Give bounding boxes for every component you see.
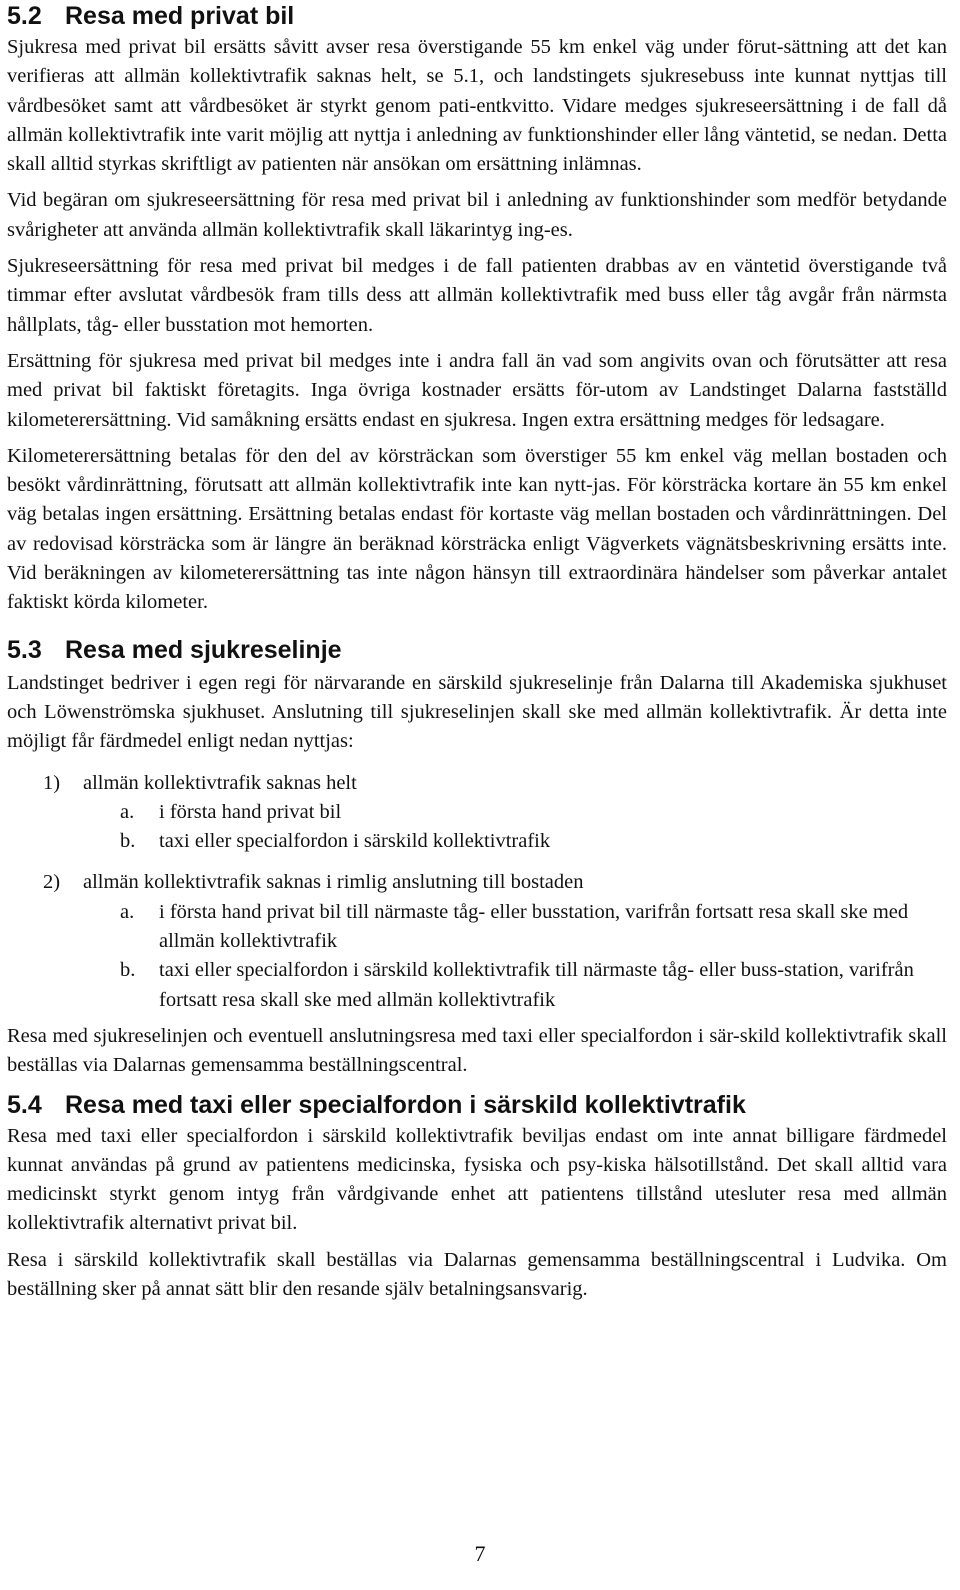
paragraph: Ersättning för sjukresa med privat bil medges inte i andra fall än vad som angivits ovan och förutsätter att resa med privat bil faktiskt företagits. Inga övriga kostnader ersätts för-utom av Landstinget Dalarna fastställd kilometerersättning. Vid samåkning ersätts endast en sjukresa. Ingen extra ersättning medges för ledsagare. — [7, 349, 947, 431]
ordered-list — [7, 769, 947, 1015]
sub-list-item-text: i första hand privat bil — [159, 800, 342, 823]
list-item-text: allmän kollektivtrafik saknas i rimlig anslutning till bostaden — [83, 871, 584, 894]
section-title: Resa med sjukreselinje — [65, 635, 342, 664]
list-item — [7, 868, 947, 897]
section-number: 5.2 — [7, 2, 42, 30]
section-number: 5.3 — [7, 635, 42, 664]
section-title: Resa med privat bil — [65, 2, 295, 30]
sub-list-marker: a. — [120, 800, 135, 823]
section-heading — [7, 1088, 947, 1122]
paragraph: Kilometerersättning betalas för den del av körsträckan som överstiger 55 km enkel väg mellan bostaden och besökt vårdinrättning, förutsatt att allmän kollektivtrafik inte kan nytt-jas. För körsträcka kortare än 55 km enkel väg betalas ingen ersättning. Ersättning betalas endast för kortaste väg mellan bostaden och vårdinrättningen. Del av redovisad körsträcka som är längre än beräknad körsträcka enligt Vägverkets vägnätsbeskrivning ersätts inte. Vid beräkningen av kilometerersättning tas inte någon hänsyn till extraordinära händelser som påverkar antalet faktiskt körda kilometer. — [7, 444, 947, 614]
paragraph: Sjukresa med privat bil ersätts såvitt avser resa överstigande 55 km enkel väg under förut-sättning att det kan verifieras att allmän kollektivtrafik saknas helt, se 5.1, och landstingets sjukresebuss inte kunnat nyttjas till vårdbesöket samt att vårdbesöket är styrkt genom pati-entkvitto. Vidare medges sjukreseersättning i de fall då allmän kollektivtrafik inte varit möjlig att nyttja i anledning av funktionshinder eller lång väntetid, se nedan. Detta skall alltid styrkas skriftligt av patienten när ansökan om ersättning inlämnas. — [7, 36, 947, 176]
paragraph: Sjukreseersättning för resa med privat bil medges i de fall patienten drabbas av en väntetid överstigande två timmar efter avslutat vårdbesök fram tills dess att allmän kollektivtrafik med buss eller tåg avgår från närmsta hållplats, tåg- eller busstation mot hemorten. — [7, 255, 947, 336]
list-item — [7, 769, 947, 798]
sub-list-marker: a. — [120, 900, 135, 923]
section-number: 5.4 — [7, 1090, 42, 1119]
sub-list-marker: b. — [120, 830, 136, 853]
sub-list-item — [7, 798, 947, 827]
section-title: Resa med taxi eller specialfordon i särskild kollektivtrafik — [65, 1090, 746, 1119]
list-item-text: allmän kollektivtrafik saknas helt — [83, 771, 357, 794]
paragraph: Resa med sjukreselinjen och eventuell anslutningsresa med taxi eller specialfordon i sär-skild kollektivtrafik skall beställas via Dalarnas gemensamma beställningscentral. — [7, 1024, 947, 1077]
sub-list-item-text: taxi eller specialfordon i särskild kollektivtrafik — [159, 830, 551, 853]
sub-list-item-text: taxi eller specialfordon i särskild kollektivtrafik till närmaste tåg- eller buss-station, varifrån fortsatt resa skall ske med allmän kollektivtrafik — [159, 959, 914, 1011]
section-heading — [7, 0, 947, 33]
sub-list-item-text: i första hand privat bil till närmaste tåg- eller busstation, varifrån fortsatt resa skall ske med allmän kollektivtrafik — [159, 900, 909, 953]
list-marker: 1) — [43, 771, 61, 794]
paragraph: Resa i särskild kollektivtrafik skall beställas via Dalarnas gemensamma beställningscentral i Ludvika. Om beställning sker på annat sätt blir den resande själv betalningsansvarig. — [7, 1248, 947, 1300]
list-marker: 2) — [43, 871, 61, 894]
paragraph: Resa med taxi eller specialfordon i särskild kollektivtrafik beviljas endast om inte annat billigare färdmedel kunnat användas på grund av patientens medicinska, fysiska och psy-kiska hälsotillstånd. Det skall alltid vara medicinskt styrkt genom intyg från vårdgivande enhet att patientens tillstånd utesluter resa med allmän kollektivtrafik alternativt privat bil. — [7, 1124, 947, 1235]
document-page — [7, 0, 947, 1304]
sub-list-item — [7, 898, 947, 957]
sub-list-marker: b. — [120, 959, 136, 982]
page-number: 7 — [474, 1541, 486, 1566]
section-heading — [7, 633, 947, 667]
sub-list-item — [7, 827, 947, 856]
paragraph: Landstinget bedriver i egen regi för närvarande en särskild sjukreselinje från Dalarna till Akademiska sjukhuset och Löwenströmska sjukhuset. Anslutning till sjukreselinjen skall ske med allmän kollektivtrafik. Är detta inte möjligt får färdmedel enligt nedan nyttjas: — [7, 671, 947, 753]
sub-list-item — [7, 956, 947, 1015]
paragraph: Vid begäran om sjukreseersättning för resa med privat bil i anledning av funktionshinder som medför betydande svårigheter att använda allmän kollektivtrafik skall läkarintyg ing-es. — [7, 189, 947, 241]
